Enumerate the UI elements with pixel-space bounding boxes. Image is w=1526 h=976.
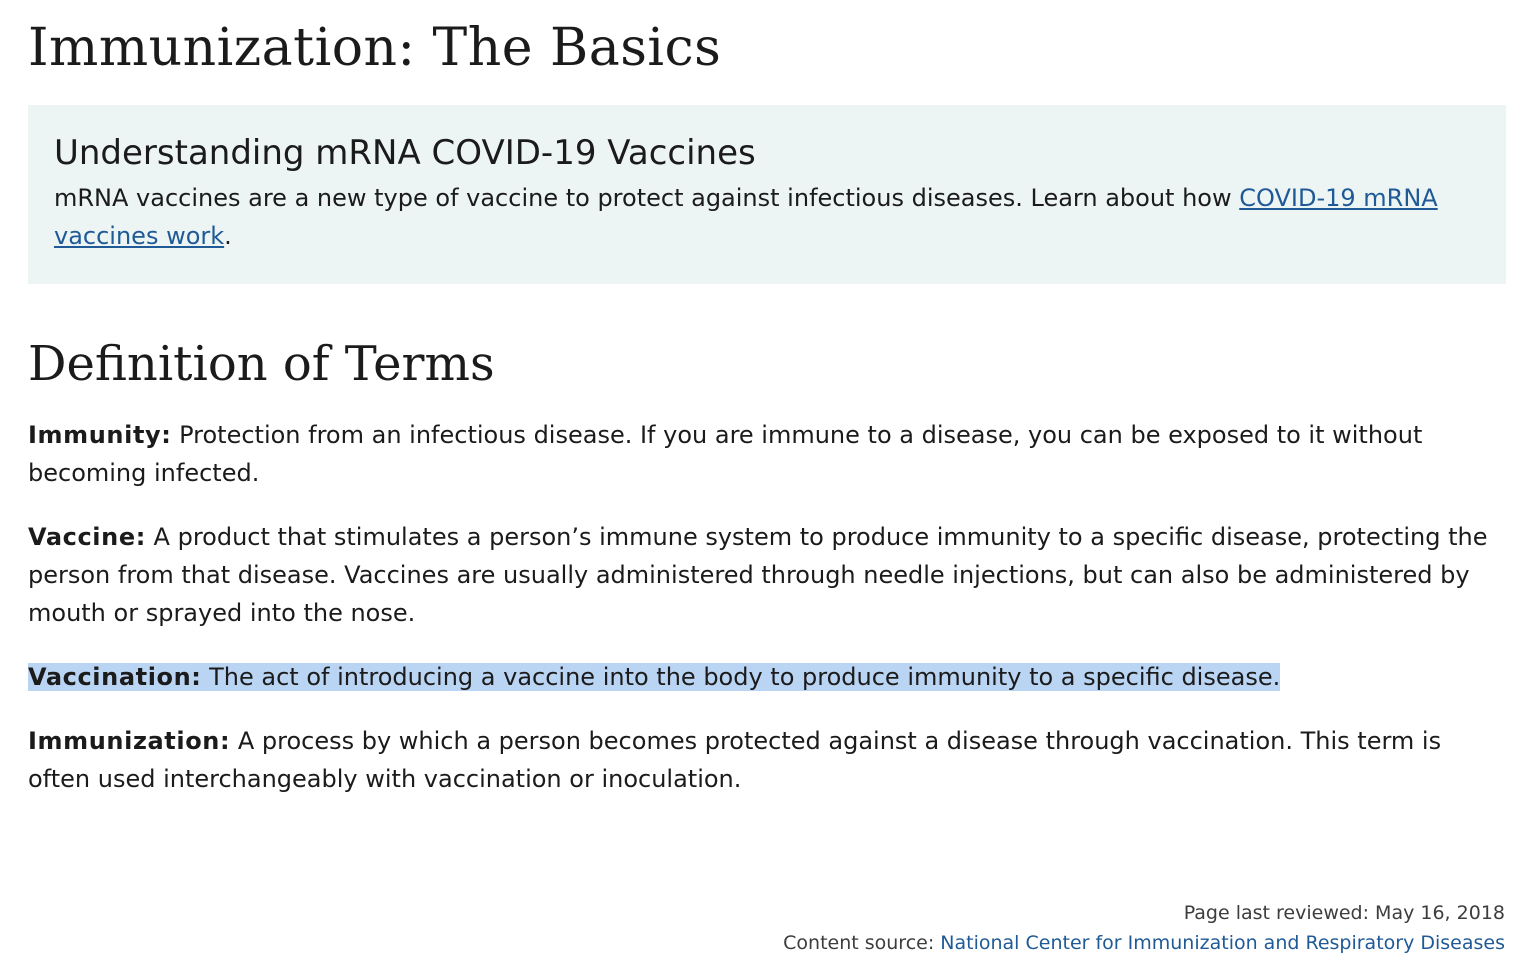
- callout-text-end: .: [224, 222, 232, 250]
- term-definition: Protection from an infectious disease. If you are immune to a disease, you can be exposed to it without becoming infected.: [28, 421, 1423, 487]
- term-name: Vaccination:: [28, 663, 202, 691]
- content-source-link[interactable]: National Center for Immunization and Respiratory Diseases: [940, 932, 1505, 954]
- term-name: Vaccine:: [28, 523, 146, 551]
- definitions-title: Definition of Terms: [28, 336, 495, 392]
- mrna-vaccines-link[interactable]: COVID-19 mRNA vaccines work: [54, 184, 1438, 250]
- term-immunity: [28, 416, 1506, 492]
- callout-text-lead: mRNA vaccines are a new type of vaccine to protect against infectious diseases. Learn about how: [54, 184, 1240, 212]
- page-title: Immunization: The Basics: [28, 18, 722, 78]
- term-vaccine: [28, 518, 1506, 632]
- term-vaccination: [28, 658, 1506, 696]
- definition-list: [28, 416, 1506, 824]
- term-immunization: [28, 722, 1506, 798]
- content-source: [783, 928, 1505, 958]
- term-name: Immunity:: [28, 421, 172, 449]
- term-definition: A process by which a person becomes protected against a disease through vaccination. This term is often used interchangeably with vaccination or inoculation.: [28, 727, 1442, 793]
- last-reviewed: Page last reviewed: May 16, 2018: [1183, 902, 1505, 924]
- term-definition: The act of introducing a vaccine into the body to produce immunity to a specific disease.: [201, 663, 1281, 691]
- page-footer: [783, 898, 1505, 958]
- content-source-label: Content source:: [783, 932, 941, 954]
- term-definition: A product that stimulates a person’s immune system to produce immunity to a specific disease, protecting the person from that disease. Vaccines are usually administered through needle injections, but can also be administered by mouth or sprayed into the nose.: [28, 523, 1488, 627]
- callout-box: [28, 105, 1506, 284]
- callout-title: Understanding mRNA COVID-19 Vaccines: [54, 133, 756, 173]
- callout-text: [54, 179, 1480, 255]
- term-name: Immunization:: [28, 727, 231, 755]
